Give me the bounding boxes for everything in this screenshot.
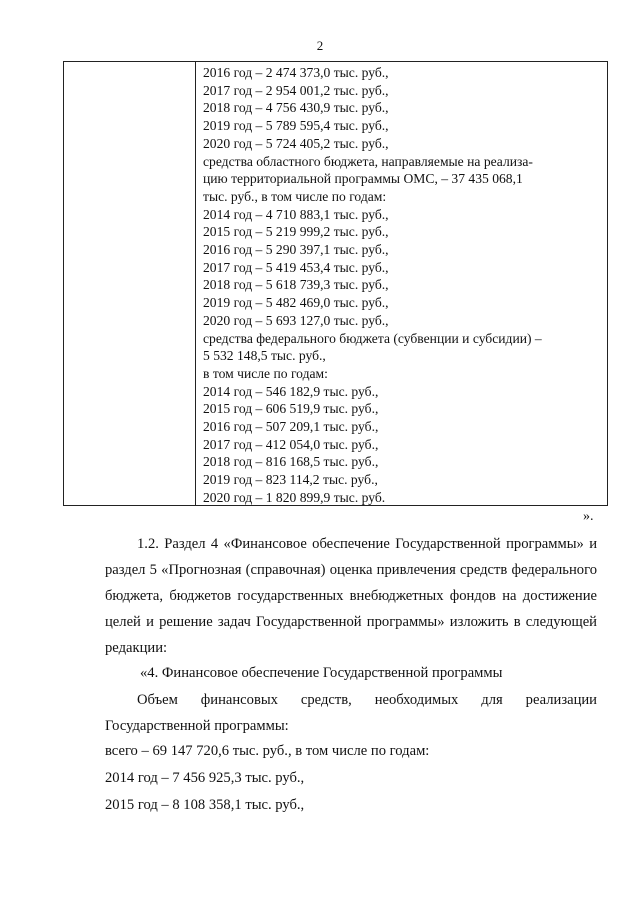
table-right-cell: [203, 64, 603, 507]
table-left-cell: [64, 62, 195, 505]
table-line: в том числе по годам:: [203, 365, 328, 381]
table-line: 2020 год – 5 724 405,2 тыс. руб.,: [203, 135, 389, 151]
paragraph-funding-volume-text: Объем финансовых средств, необходимых для реализации Государственной программы:: [105, 692, 597, 734]
table-line: тыс. руб., в том числе по годам:: [203, 188, 387, 204]
table-line: 2018 год – 5 618 739,3 тыс. руб.,: [203, 277, 389, 293]
table-column-divider: [195, 62, 196, 505]
table-line: 2014 год – 4 710 883,1 тыс. руб.,: [203, 206, 389, 222]
table-line: средства федерального бюджета (субвенции и субсидии) –: [203, 330, 542, 346]
table-line: 2014 год – 546 182,9 тыс. руб.,: [203, 383, 379, 399]
table-line: цию территориальной программы ОМС, – 37 435 068,1: [203, 171, 523, 187]
table-line: 2019 год – 823 114,2 тыс. руб.,: [203, 472, 378, 488]
table-line: 2019 год – 5 482 469,0 тыс. руб.,: [203, 295, 389, 311]
table-line: 2019 год – 5 789 595,4 тыс. руб.,: [203, 118, 389, 134]
table-line: 2017 год – 2 954 001,2 тыс. руб.,: [203, 82, 389, 98]
year-funding-line: 2015 год – 8 108 358,1 тыс. руб.,: [105, 797, 305, 813]
year-funding-line: 2014 год – 7 456 925,3 тыс. руб.,: [105, 770, 305, 786]
table-line: 2018 год – 4 756 430,9 тыс. руб.,: [203, 100, 389, 116]
paragraph-funding-volume: [105, 687, 597, 739]
table-line: 2015 год – 606 519,9 тыс. руб.,: [203, 401, 379, 417]
table-line: 5 532 148,5 тыс. руб.,: [203, 348, 326, 364]
paragraph-amendment-text: 1.2. Раздел 4 «Финансовое обеспечение Государственной программы» и раздел 5 «Прогнозная (справочная) оценка привлечения средств федерального бюджета, бюджетов государственных внебюджетных фондов на достижение целей и решение задач Государственной программы» изложить в следующей редакции:: [105, 536, 597, 656]
table-line: средства областного бюджета, направляемые на реализа-: [203, 153, 533, 169]
table-line: 2017 год – 5 419 453,4 тыс. руб.,: [203, 259, 389, 275]
table-line: 2016 год – 2 474 373,0 тыс. руб.,: [203, 65, 389, 80]
table-line: 2016 год – 5 290 397,1 тыс. руб.,: [203, 242, 389, 258]
table-line: 2015 год – 5 219 999,2 тыс. руб.,: [203, 224, 389, 240]
funding-table: [63, 61, 608, 506]
total-funding-line: всего – 69 147 720,6 тыс. руб., в том числе по годам:: [105, 743, 430, 759]
table-line: 2016 год – 507 209,1 тыс. руб.,: [203, 419, 379, 435]
table-line: 2020 год – 5 693 127,0 тыс. руб.,: [203, 312, 389, 328]
page-number: 2: [316, 38, 324, 53]
table-line: 2020 год – 1 820 899,9 тыс. руб.: [203, 489, 386, 505]
table-line: 2018 год – 816 168,5 тыс. руб.,: [203, 454, 379, 470]
table-line: 2017 год – 412 054,0 тыс. руб.,: [203, 436, 379, 452]
paragraph-amendment: [105, 531, 597, 661]
section-heading: «4. Финансовое обеспечение Государственной программы: [140, 665, 503, 681]
closing-quote: ».: [583, 509, 594, 524]
